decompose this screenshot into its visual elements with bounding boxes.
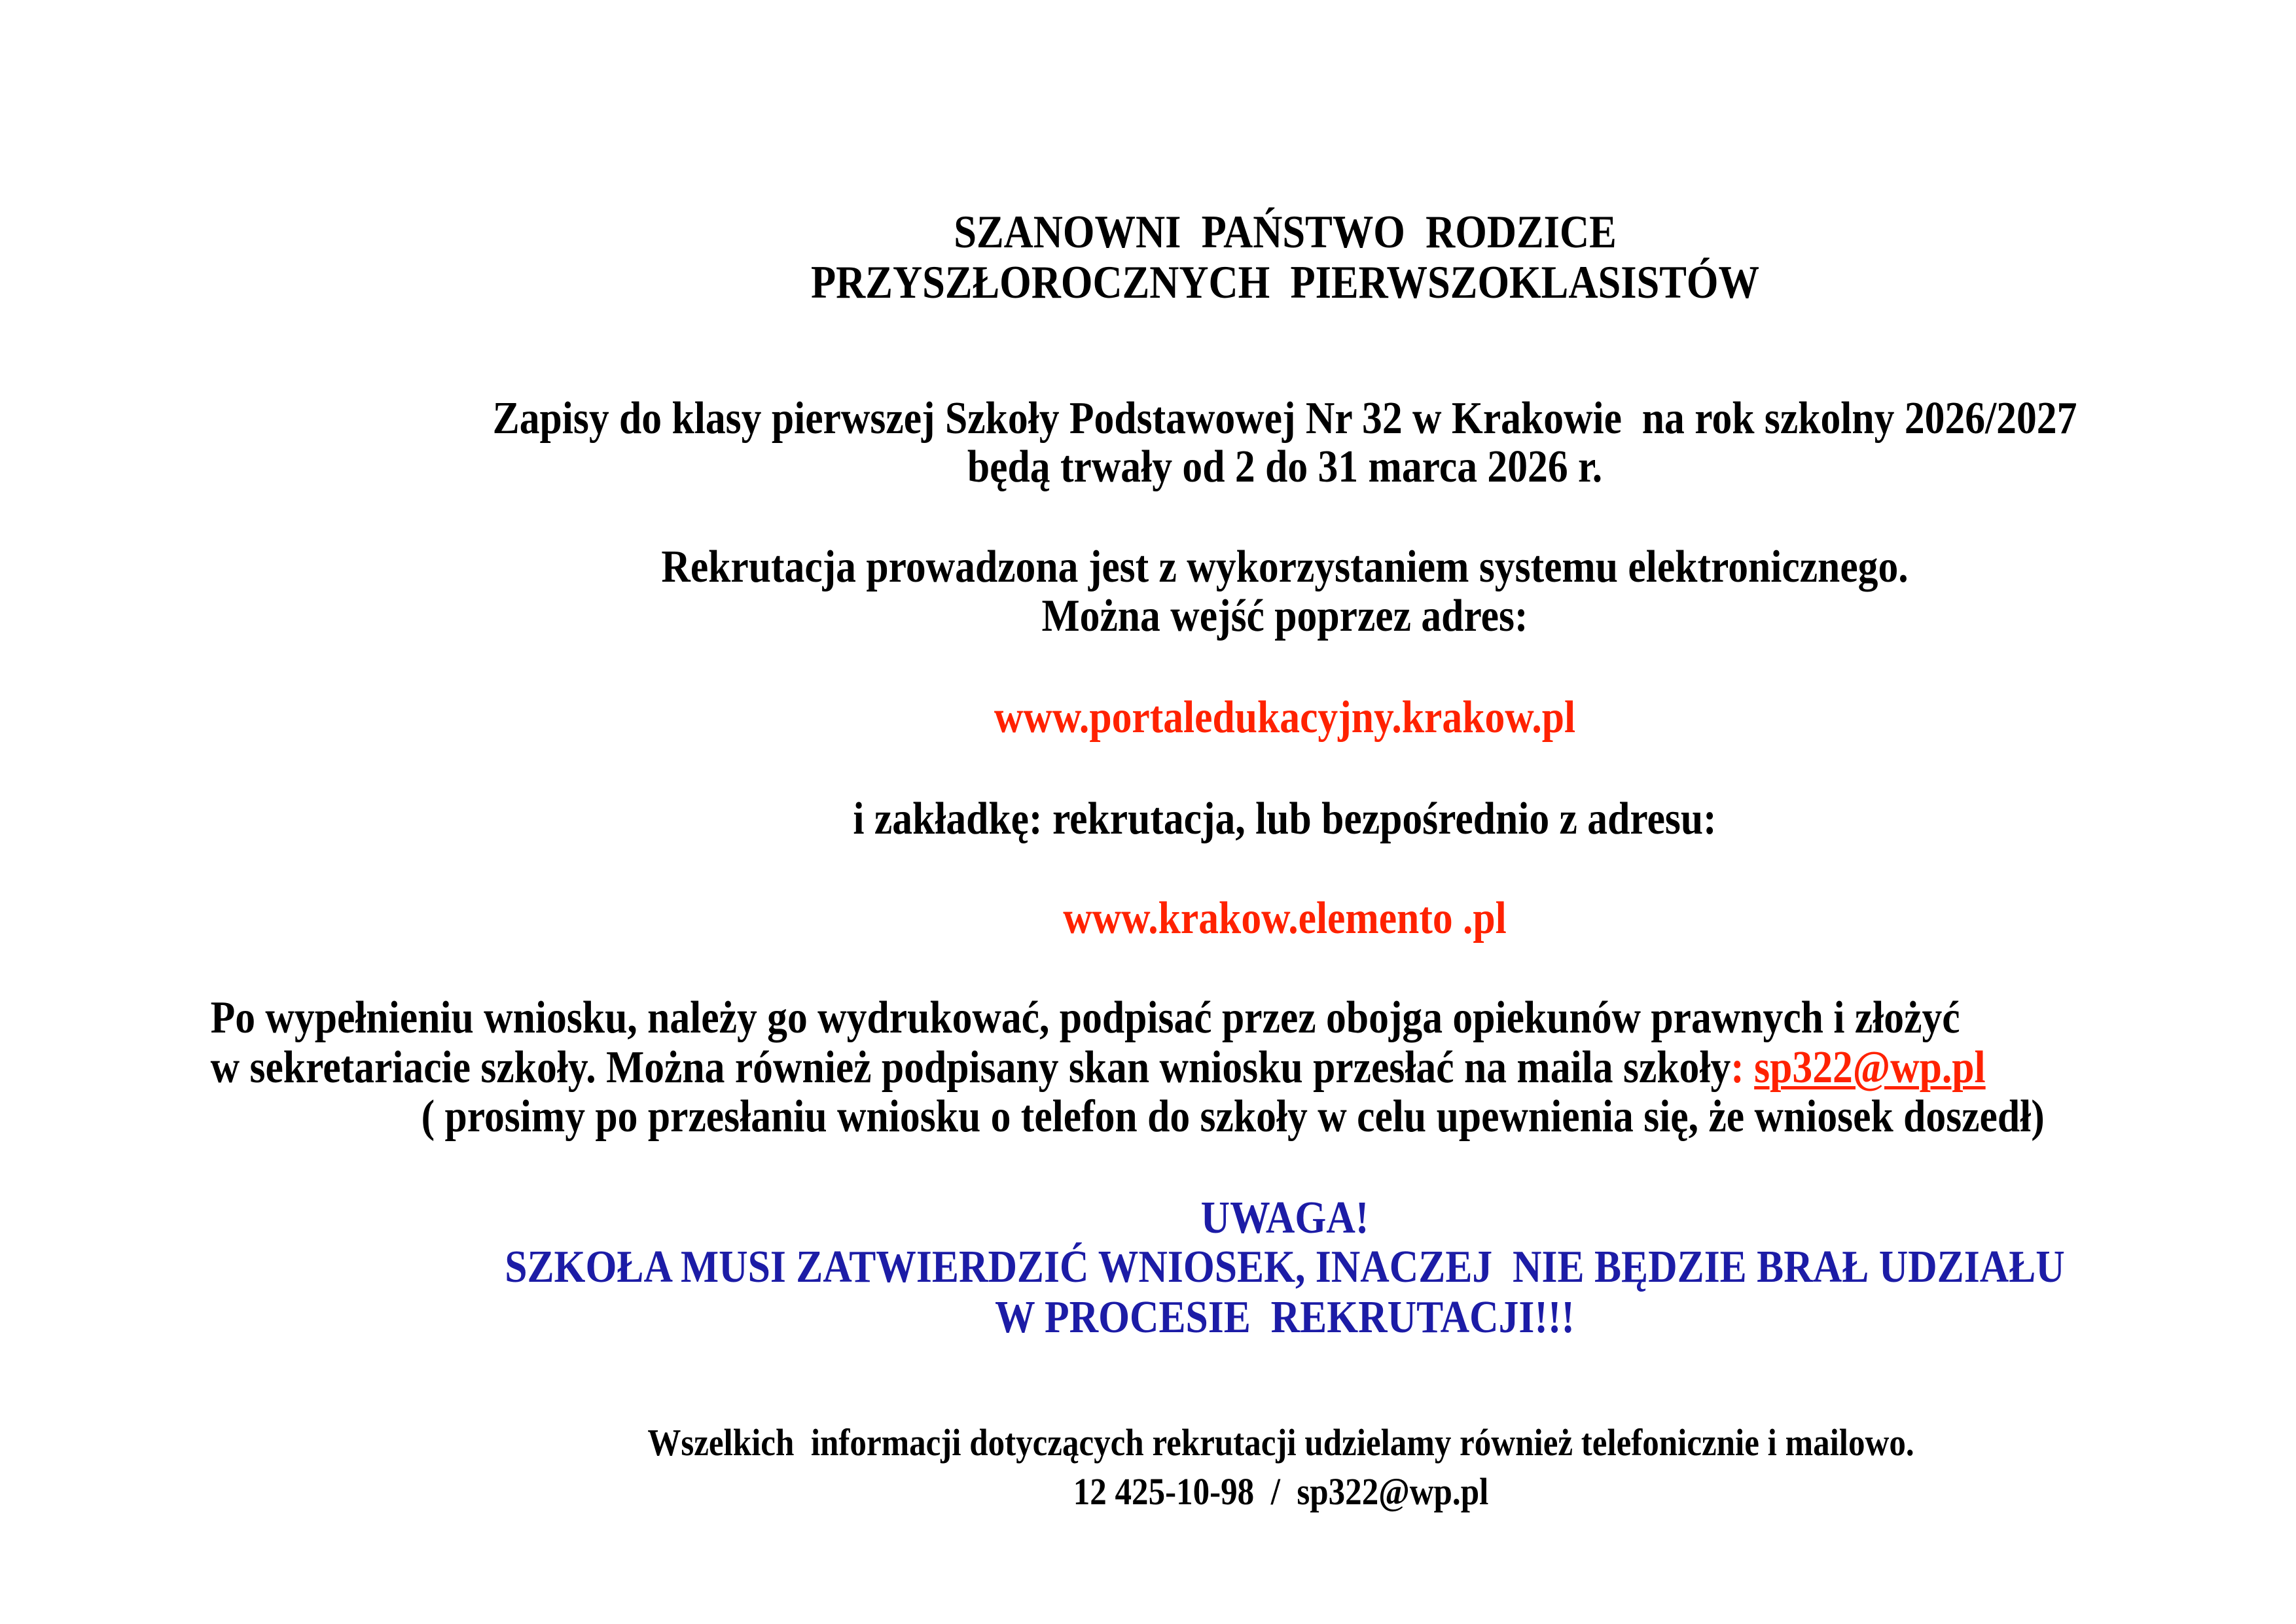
footer-separator: / bbox=[1254, 1470, 1297, 1513]
warning-line-2 bbox=[910, 1249, 1615, 1386]
enrollment-line-2-text: będą trwały od 2 do 31 marca 2026 r. bbox=[967, 442, 1603, 492]
heading-line-1-text: SZANOWNI PAŃSTWO RODZICE bbox=[954, 207, 1617, 258]
tab-instruction-text: i zakładkę: rekrutacja, lub bezpośrednio z adresu: bbox=[853, 794, 1717, 844]
instructions-line-1-text: Po wypełnieniu wniosku, należy go wydrukować, podpisać przez obojga opiekunów prawnych i złożyć bbox=[210, 993, 1960, 1043]
warning-title-text: UWAGA! bbox=[1200, 1193, 1369, 1243]
enrollment-line-1-text: Zapisy do klasy pierwszej Szkoły Podstawowej Nr 32 w Krakowie na rok szkolny 2026/2027 bbox=[492, 393, 2077, 444]
footer-phone: 12 425-10-98 bbox=[1073, 1470, 1255, 1513]
recruitment-line-1-text: Rekrutacja prowadzona jest z wykorzystaniem systemu elektronicznego. bbox=[661, 542, 1909, 592]
footer-email[interactable]: sp322@wp.pl bbox=[1297, 1470, 1489, 1513]
footer-contact-line bbox=[1007, 1435, 1516, 1549]
direct-url-link[interactable]: www.krakow.elemento .pl bbox=[1063, 893, 1507, 944]
footer-info-text: Wszelkich informacji dotyczących rekrutacji udzielamy również telefonicznie i mailowo. bbox=[647, 1421, 1914, 1464]
heading-line-2 bbox=[700, 213, 1824, 353]
portal-url-link[interactable]: www.portaledukacyjny.krakow.pl bbox=[994, 692, 1576, 743]
instructions-line-3-text: ( prosimy po przesłaniu wniosku o telefon do szkoły w celu upewnienia się, że wniosek doszedł) bbox=[421, 1091, 2045, 1142]
instructions-line-2-text: w sekretariacie szkoły. Można również podpisany skan wniosku przesłać na maila szkoły bbox=[210, 1042, 1731, 1093]
warning-line-2-text: W PROCESIE REKRUTACJI!!! bbox=[995, 1292, 1575, 1343]
email-colon: : bbox=[1731, 1042, 1755, 1093]
heading-line-2-text: PRZYSZŁOROCZNYCH PIERWSZOKLASISTÓW bbox=[810, 257, 1760, 308]
footer-contact-group bbox=[1073, 1470, 1489, 1513]
recruitment-line-2-text: Można wejść poprzez adres: bbox=[1041, 591, 1528, 641]
school-email-link[interactable]: sp322@wp.pl bbox=[1754, 1042, 1986, 1093]
warning-line-1-text: SZKOŁA MUSI ZATWIERDZIĆ WNIOSEK, INACZEJ NIE BĘDZIE BRAŁ UDZIAŁU bbox=[505, 1242, 2065, 1292]
